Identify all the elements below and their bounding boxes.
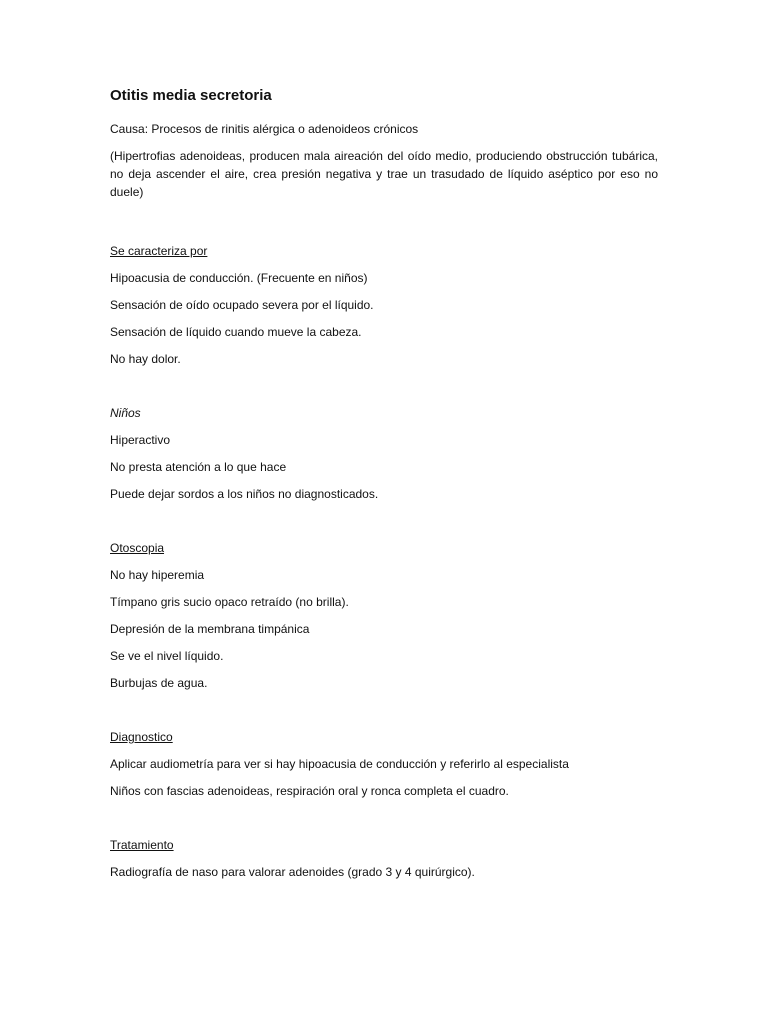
causa-detail-text: (Hipertrofias adenoideas, producen mala aireación del oído medio, produciendo obstrucción tubárica, no deja ascender el aire, crea presión negativa y trae un trasudado de líquido aséptico por eso no duele)	[110, 149, 658, 199]
list-item: Radiografía de naso para valorar adenoides (grado 3 y 4 quirúrgico).	[110, 865, 475, 879]
list-item: No hay hiperemia	[110, 568, 205, 582]
list-item: Niños con fascias adenoideas, respiración oral y ronca completa el cuadro.	[110, 784, 509, 798]
section-heading-tratamiento: Tratamiento	[110, 838, 174, 852]
section-heading-ninos: Niños	[110, 406, 141, 420]
list-item: Aplicar audiometría para ver si hay hipoacusia de conducción y referirlo al especialista	[110, 757, 569, 771]
document-page	[110, 86, 658, 890]
list-item: Hiperactivo	[110, 433, 171, 447]
list-item: Sensación de líquido cuando mueve la cabeza.	[110, 325, 362, 339]
section-heading-caracteriza: Se caracteriza por	[110, 244, 208, 258]
list-item: Depresión de la membrana timpánica	[110, 622, 310, 636]
list-item: Hipoacusia de conducción. (Frecuente en niños)	[110, 271, 368, 285]
list-item: No presta atención a lo que hace	[110, 460, 287, 474]
document-title: Otitis media secretoria	[110, 87, 272, 104]
list-item: Puede dejar sordos a los niños no diagnosticados.	[110, 487, 379, 501]
list-item: Sensación de oído ocupado severa por el líquido.	[110, 298, 374, 312]
list-item: Burbujas de agua.	[110, 676, 208, 690]
causa-text: Causa: Procesos de rinitis alérgica o adenoideos crónicos	[110, 122, 419, 136]
list-item: Se ve el nivel líquido.	[110, 649, 224, 663]
section-heading-diagnostico: Diagnostico	[110, 730, 173, 744]
list-item: No hay dolor.	[110, 352, 181, 366]
section-heading-otoscopia: Otoscopia	[110, 541, 165, 555]
list-item: Tímpano gris sucio opaco retraído (no brilla).	[110, 595, 349, 609]
